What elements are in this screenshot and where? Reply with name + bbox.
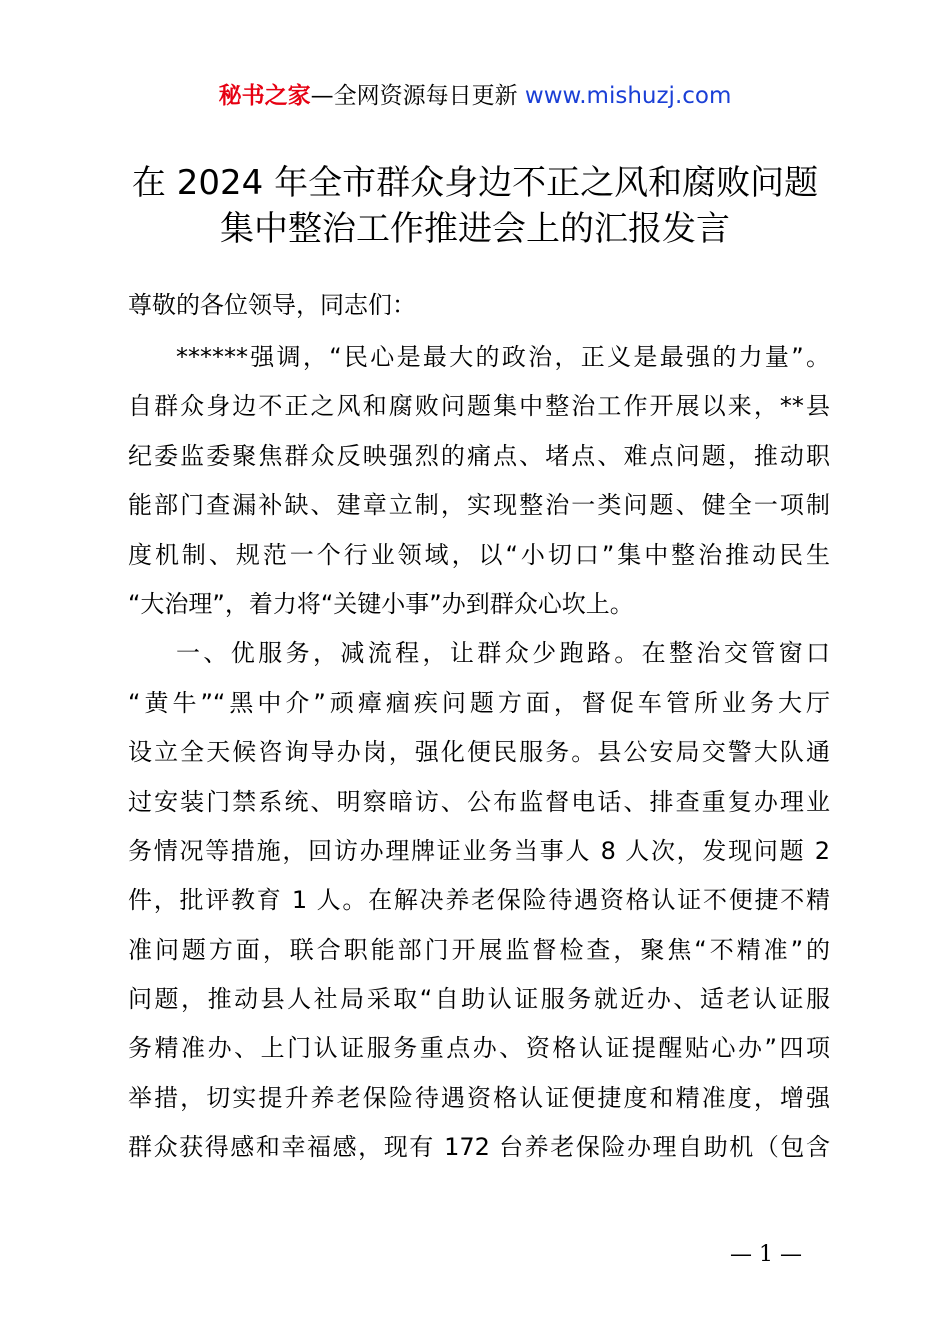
site-header — [0, 80, 950, 112]
body-line: 度机制、规范一个行业领域，以“小切口”集中整治推动民生 — [128, 540, 830, 569]
body-line: 群众获得感和幸福感，现有 172 台养老保险办理自助机（包含 — [128, 1133, 830, 1162]
body-line: 设立全天候咨询导办岗，强化便民服务。县公安局交警大队通 — [128, 738, 830, 767]
body-line: “大治理”，着力将“关键小事”办到群众心坎上。 — [128, 589, 634, 618]
document-title — [0, 160, 950, 252]
body-line: 能部门查漏补缺、建章立制，实现整治一类问题、健全一项制 — [128, 491, 830, 520]
body-line: 务精准办、上门认证服务重点办、资格认证提醒贴心办”四项 — [128, 1034, 830, 1063]
body-line: “黄牛”“黑中介”顽瘴痼疾问题方面，督促车管所业务大厅 — [128, 688, 830, 717]
body-line: 准问题方面，联合职能部门开展监督检查，聚焦“不精准”的 — [128, 935, 830, 964]
body-line: ******强调，“民心是最大的政治，正义是最强的力量”。 — [176, 343, 830, 371]
title-line-2: 集中整治工作推进会上的汇报发言 — [220, 209, 730, 249]
document-body — [128, 333, 830, 1173]
brand-name: 秘书之家 — [218, 83, 311, 109]
site-url[interactable]: www.mishuzj.com — [517, 83, 732, 109]
body-line: 举措，切实提升养老保险待遇资格认证便捷度和精准度，增强 — [128, 1083, 830, 1112]
body-line: 务情况等措施，回访办理牌证业务当事人 8 人次，发现问题 2 — [128, 836, 830, 865]
body-line: 一、优服务，减流程，让群众少跑路。在整治交管窗口 — [176, 639, 830, 668]
header-tagline: —全网资源每日更新 — [310, 83, 518, 109]
salutation: 尊敬的各位领导，同志们： — [128, 291, 416, 319]
body-line: 纪委监委聚焦群众反映强烈的痛点、堵点、难点问题，推动职 — [128, 441, 830, 470]
page-number: — 1 — — [730, 1242, 802, 1267]
body-line: 过安装门禁系统、明察暗访、公布监督电话、排查重复办理业 — [128, 787, 830, 816]
body-line: 件，批评教育 1 人。在解决养老保险待遇资格认证不便捷不精 — [128, 886, 830, 915]
body-line: 自群众身边不正之风和腐败问题集中整治工作开展以来，**县 — [128, 392, 830, 421]
title-line-1: 在 2024 年全市群众身边不正之风和腐败问题 — [131, 163, 819, 203]
body-line: 问题，推动县人社局采取“自助认证服务就近办、适老认证服 — [128, 985, 830, 1014]
